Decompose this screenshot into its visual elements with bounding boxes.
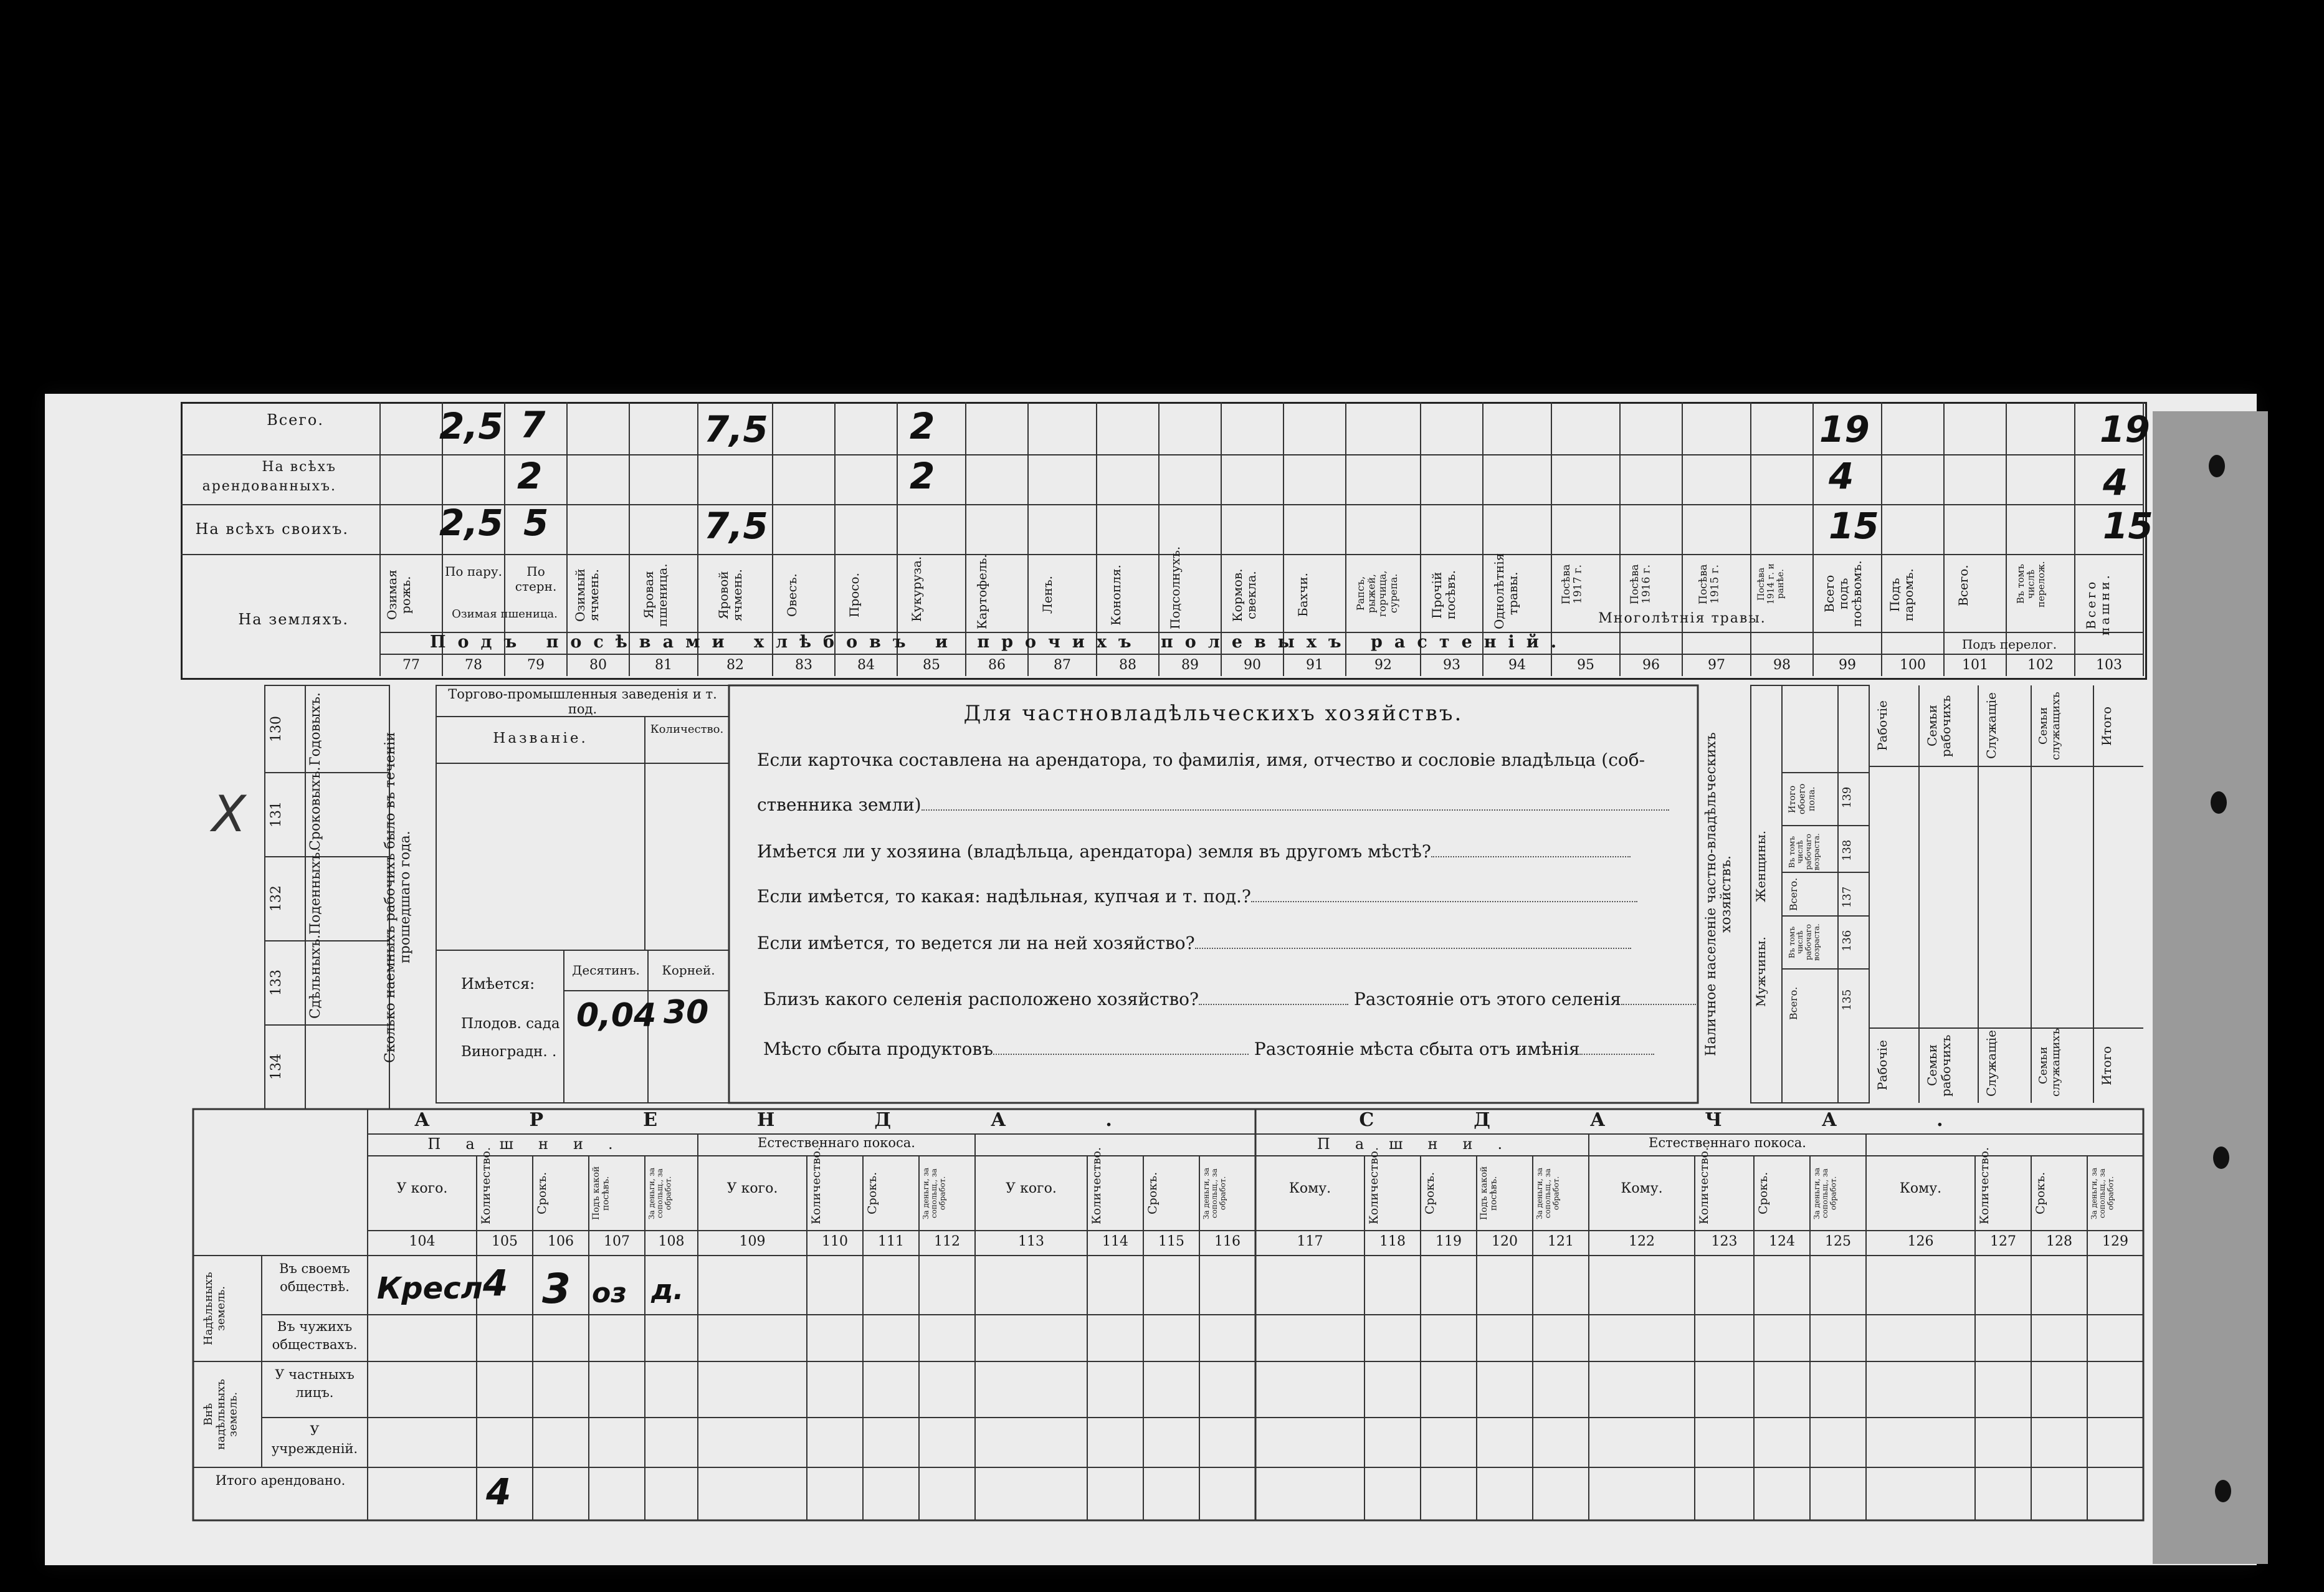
men-working-label: Въ томъ числѣ рабочаго возраста. xyxy=(1788,923,1821,961)
hw-total-leased: 4 xyxy=(486,1470,512,1513)
sdacha-term-1: Срокъ. xyxy=(1423,1171,1437,1215)
sdacha-arable-header: Пашни. xyxy=(1317,1135,1528,1153)
col-139-num: 139 xyxy=(1841,786,1854,809)
hw-leased-99: 4 xyxy=(1829,455,1854,497)
women-total-label: Всего. xyxy=(1788,877,1799,911)
col-134-num: 134 xyxy=(269,1054,284,1080)
col-88-label: Конопля. xyxy=(1108,565,1123,626)
row-other-societies: Въ чужихъ обществахъ. xyxy=(272,1319,358,1353)
col-130-label: Годовыхъ. xyxy=(308,692,323,766)
col-number: 107 xyxy=(604,1234,630,1249)
sub-winter-wheat: Озимая пшеница. xyxy=(452,608,558,621)
sdacha-crop-1: Подъ какой посѣвъ. xyxy=(1479,1166,1499,1221)
col-96-label: Посѣва 1916 г. xyxy=(1629,564,1653,604)
col-number: 91 xyxy=(1306,657,1323,673)
col-number: 101 xyxy=(1962,657,1988,673)
col-number: 119 xyxy=(1436,1234,1462,1249)
vineyards-label: Виноградн. . xyxy=(461,1044,557,1060)
col-number: 89 xyxy=(1181,657,1199,673)
total-both-label: Итого обоего пола. xyxy=(1788,783,1817,815)
col-number: 95 xyxy=(1577,657,1594,673)
hw-orchard-ha: 0,04 xyxy=(576,997,657,1034)
arenda-title: АРЕНДА. xyxy=(414,1109,1212,1131)
sub-perennial: Многолѣтнія травы. xyxy=(1598,611,1766,626)
question-market-text: Мѣсто сбыта продуктовъ xyxy=(763,1039,993,1059)
col-132-label: Поденныхъ. xyxy=(308,847,323,935)
arenda-pay-1: За деньги, за сопольщ., за обработ. xyxy=(647,1167,673,1219)
question-other-land-text: Имѣется ли у хозяина (владѣльца, арендатора) земля въ другомъ мѣстѣ? xyxy=(757,841,1431,862)
question-owner-text: ственника земли) xyxy=(757,794,922,815)
row-label-leased: На всѣхъ арендованныхъ. xyxy=(202,459,336,494)
col-132-num: 132 xyxy=(269,885,284,912)
col-number: 126 xyxy=(1907,1234,1934,1249)
col-91-label: Бахчи. xyxy=(1295,573,1310,617)
hw-term: 3 xyxy=(542,1265,571,1313)
name-header: Названіе. xyxy=(493,730,588,746)
col-number: 116 xyxy=(1214,1234,1241,1249)
row-institutions: У учрежденій. xyxy=(271,1423,358,1457)
hw-own-82: 7,5 xyxy=(704,505,768,547)
col-86-label: Картофель. xyxy=(974,554,989,629)
men-label: Мужчины. xyxy=(1753,937,1768,1008)
row-private-persons: У частныхъ лицъ. xyxy=(275,1367,355,1401)
col-131-num: 131 xyxy=(269,801,284,828)
sdacha-title: СДАЧА. xyxy=(1359,1109,2043,1131)
hw-total-77: 2,5 xyxy=(439,405,503,447)
workers-label-bottom: Рабочіе xyxy=(1875,1040,1890,1091)
col-90-label: Кормов. свекла. xyxy=(1230,568,1259,622)
col-137-num: 137 xyxy=(1841,886,1854,908)
col-92-label: Рапсъ, рыжей, горчица, сурепа. xyxy=(1355,570,1399,617)
qty-header: Количество. xyxy=(650,723,724,736)
arenda-hay-header: Естественнаго покоса. xyxy=(758,1135,915,1150)
sdacha-qty-3: Количество. xyxy=(1978,1146,1991,1224)
col-number: 115 xyxy=(1158,1234,1184,1249)
col-87-label: Ленъ. xyxy=(1040,576,1055,614)
col-number: 122 xyxy=(1629,1234,1655,1249)
col-number: 84 xyxy=(857,657,875,673)
workers-families-label-bottom: Семьи рабочихъ xyxy=(1925,1034,1953,1097)
arenda-pay-3: За деньги, за сопольщ., за обработ. xyxy=(1202,1167,1227,1219)
population-title: Наличное населеніе частно-владѣльческихъ хозяйствъ. xyxy=(1703,732,1735,1056)
col-82-label: Яровой ячмень. xyxy=(716,569,745,621)
question-owner: Если карточка составлена на арендатора, то фамилія, имя, отчество и сословіе владѣльца (соб- xyxy=(757,750,1645,770)
col-number: 81 xyxy=(655,657,672,673)
col-101-label: Всего. xyxy=(1956,565,1971,607)
col-number: 106 xyxy=(548,1234,574,1249)
hw-orchard-roots: 30 xyxy=(664,994,709,1031)
col-93-label: Прочій посѣвъ. xyxy=(1429,570,1458,620)
hw-own-78: 5 xyxy=(523,502,549,544)
col-89-label: Подсолнухъ. xyxy=(1168,546,1183,629)
trade-title: Торгово-промышленныя заведенія и т. под. xyxy=(448,687,717,717)
row-label-own: На всѣхъ своихъ. xyxy=(195,520,349,538)
arenda-who-1: У кого. xyxy=(396,1181,448,1196)
dessiatins-header: Десятинъ. xyxy=(572,963,640,978)
col-131-label: Сроковыхъ. xyxy=(308,766,323,851)
arenda-qty-2: Количество. xyxy=(809,1146,823,1224)
hw-leased-103: 4 xyxy=(2103,461,2128,503)
col-84-label: Просо. xyxy=(847,573,862,617)
col-77-label: Озимая рожь. xyxy=(384,570,413,621)
question-farming-text: Если имѣется, то ведется ли на ней хозяйство? xyxy=(757,933,1195,953)
col-number: 111 xyxy=(878,1234,904,1249)
col-number: 109 xyxy=(739,1234,766,1249)
women-working-label: Въ томъ числѣ рабочаго возраста. xyxy=(1788,833,1821,871)
employees-label: Служащіе xyxy=(1984,692,1999,760)
sdacha-qty-1: Количество. xyxy=(1367,1146,1381,1224)
has-label: Имѣется: xyxy=(461,975,535,993)
hw-lessor: Кресл xyxy=(377,1271,483,1306)
col-number: 97 xyxy=(1708,657,1725,673)
col-number: 90 xyxy=(1244,657,1261,673)
col-number: 121 xyxy=(1548,1234,1574,1249)
col-number: 92 xyxy=(1374,657,1392,673)
sdacha-pay-3: За деньги, за сопольщ., за обработ. xyxy=(2090,1167,2115,1219)
side-non-allotment-label: Внѣ надѣльныхъ земель. xyxy=(202,1379,240,1450)
row-own-society: Въ своемъ обществѣ. xyxy=(279,1261,350,1295)
hw-qty: 4 xyxy=(483,1262,508,1304)
hw-payment: д. xyxy=(651,1274,684,1306)
arenda-term-2: Срокъ. xyxy=(865,1171,879,1215)
arenda-qty-1: Количество. xyxy=(479,1146,493,1224)
arenda-term-1: Срокъ. xyxy=(535,1171,549,1215)
col-number: 123 xyxy=(1711,1234,1738,1249)
col-number: 85 xyxy=(923,657,940,673)
col-number: 87 xyxy=(1054,657,1071,673)
arenda-pay-2: За деньги, за сопольщ., за обработ. xyxy=(922,1167,947,1219)
col-number: 127 xyxy=(1990,1234,2016,1249)
col-number: 114 xyxy=(1102,1234,1128,1249)
hw-total-78: 7 xyxy=(520,404,546,446)
col-number: 79 xyxy=(527,657,545,673)
hw-x-mark: X xyxy=(212,785,246,843)
col-94-label: Однолѣтнія травы. xyxy=(1492,553,1520,629)
col-number: 120 xyxy=(1492,1234,1518,1249)
sdacha-pay-2: За деньги, за сопольщ., за обработ. xyxy=(1812,1167,1838,1219)
workers-families-label: Семьи рабочихъ xyxy=(1925,695,1953,757)
col-number: 124 xyxy=(1769,1234,1795,1249)
col-130-num: 130 xyxy=(269,716,284,742)
hw-leased-85: 2 xyxy=(910,455,935,497)
side-allotment-label: Надѣльныхъ земель. xyxy=(202,1272,227,1345)
col-136-num: 136 xyxy=(1841,930,1854,952)
sdacha-term-3: Срокъ. xyxy=(2034,1171,2047,1215)
col-number: 94 xyxy=(1508,657,1526,673)
col-103-label: Всего пашни. xyxy=(2084,573,2112,636)
col-number: 105 xyxy=(492,1234,518,1249)
col-number: 93 xyxy=(1443,657,1460,673)
col-98-label: Посѣва 1914 г. и ранѣе. xyxy=(1756,563,1786,605)
col-100-label: Подъ паромъ. xyxy=(1887,568,1916,622)
employees-families-label-bottom: Семьи служащихъ xyxy=(2037,1028,2062,1097)
col-80-label: Озимый ячмень. xyxy=(573,568,601,622)
col-number: 77 xyxy=(402,657,420,673)
hw-crop: оз xyxy=(592,1277,627,1309)
col-number: 83 xyxy=(795,657,812,673)
employees-label-bottom: Служащіе xyxy=(1984,1030,1999,1097)
private-title: Для частновладѣльческихъ хозяйствъ. xyxy=(963,701,1464,726)
col-number: 96 xyxy=(1642,657,1660,673)
hw-total-103: 19 xyxy=(2100,408,2150,450)
women-label: Женщины. xyxy=(1753,830,1768,902)
col-number: 102 xyxy=(2027,657,2054,673)
col-79-label: По стерн. xyxy=(515,564,557,594)
col-number: 110 xyxy=(822,1234,848,1249)
roots-header: Корней. xyxy=(662,963,715,978)
hired-workers-label: Сколько наемныхъ рабочихъ было въ теченіи прошедшаго года. xyxy=(383,732,414,1063)
hw-leased-78: 2 xyxy=(517,455,543,497)
hw-own-99: 15 xyxy=(1829,505,1879,547)
col-number: 104 xyxy=(409,1234,436,1249)
sdacha-whom-1: Кому. xyxy=(1288,1181,1331,1196)
col-number: 108 xyxy=(658,1234,685,1249)
arenda-crop-1: Подъ какой посѣвъ. xyxy=(591,1166,611,1221)
col-number: 117 xyxy=(1297,1234,1323,1249)
row-total-leased: Итого арендовано. xyxy=(215,1473,346,1488)
col-number: 80 xyxy=(589,657,607,673)
col-81-label: Яровая пшеница. xyxy=(641,563,670,627)
col-number: 88 xyxy=(1119,657,1136,673)
col-number: 125 xyxy=(1825,1234,1851,1249)
orchards-label: Плодов. сада xyxy=(461,1016,560,1032)
col-97-label: Посѣва 1915 г. xyxy=(1697,564,1722,604)
question-land-type-text: Если имѣется, то какая: надѣльная, купчая и т. под.? xyxy=(757,886,1251,907)
hw-own-77: 2,5 xyxy=(439,502,503,544)
sdacha-term-2: Срокъ. xyxy=(1756,1171,1770,1215)
col-83-label: Овесъ. xyxy=(784,573,799,617)
col-number: 113 xyxy=(1018,1234,1044,1249)
col-78-label: По пару. xyxy=(444,564,503,579)
col-number: 99 xyxy=(1839,657,1856,673)
employees-families-label: Семьи служащихъ xyxy=(2037,692,2062,760)
arenda-who-2: У кого. xyxy=(726,1181,778,1196)
total-label: Итого xyxy=(2099,706,2114,746)
col-number: 82 xyxy=(726,657,744,673)
row-label-total: Всего. xyxy=(267,411,324,429)
col-133-num: 133 xyxy=(269,970,284,996)
sdacha-qty-2: Количество. xyxy=(1697,1146,1711,1224)
sub-fallow: Подъ перелог. xyxy=(1961,637,2057,652)
col-number: 128 xyxy=(2046,1234,2072,1249)
col-number: 118 xyxy=(1379,1234,1406,1249)
sdacha-hay-header: Естественнаго покоса. xyxy=(1649,1135,1806,1150)
col-number: 129 xyxy=(2102,1234,2128,1249)
col-85-label: Кукуруза. xyxy=(909,556,924,622)
arenda-arable-header: Пашни. xyxy=(427,1135,638,1153)
men-total-label: Всего. xyxy=(1788,986,1799,1020)
hw-own-103: 15 xyxy=(2103,505,2153,547)
hw-total-82: 7,5 xyxy=(704,408,768,450)
col-138-num: 138 xyxy=(1841,839,1854,862)
col-95-label: Посѣва 1917 г. xyxy=(1560,564,1584,604)
crop-band-title: Подъ посѣвами хлѣбовъ и прочихъ полевыхъ растеній. xyxy=(430,632,1569,652)
col-102-label: Въ томъ числѣ перелож. xyxy=(2015,561,2047,608)
question-village-text: Близъ какого селенія расположено хозяйство? xyxy=(763,989,1199,1009)
row-label-lands: На земляхъ. xyxy=(238,611,349,628)
hw-total-85: 2 xyxy=(910,405,935,447)
workers-label: Рабочіе xyxy=(1875,700,1890,751)
col-99-label: Всего подъ посѣвомъ. xyxy=(1822,560,1864,627)
hw-total-99: 19 xyxy=(1819,408,1870,450)
arenda-qty-3: Количество. xyxy=(1090,1146,1103,1224)
sdacha-whom-2: Кому. xyxy=(1621,1181,1663,1196)
sdacha-pay-1: За деньги, за сопольщ., за обработ. xyxy=(1535,1167,1561,1219)
total-label-bottom: Итого xyxy=(2099,1046,2114,1085)
col-133-label: Сдѣльныхъ. xyxy=(308,934,323,1019)
col-number: 78 xyxy=(465,657,482,673)
col-number: 112 xyxy=(934,1234,960,1249)
col-135-num: 135 xyxy=(1841,989,1854,1011)
arenda-who-3: У кого. xyxy=(1006,1181,1057,1196)
col-number: 103 xyxy=(2096,657,2122,673)
col-number: 86 xyxy=(988,657,1006,673)
arenda-term-3: Срокъ. xyxy=(1146,1171,1160,1215)
col-number: 98 xyxy=(1773,657,1791,673)
question-village-distance: Разстояніе отъ этого селенія xyxy=(1353,989,1621,1009)
col-number: 100 xyxy=(1900,657,1926,673)
question-market-distance: Разстояніе мѣста сбыта отъ имѣнія xyxy=(1254,1039,1580,1059)
sdacha-whom-3: Кому. xyxy=(1899,1181,1942,1196)
